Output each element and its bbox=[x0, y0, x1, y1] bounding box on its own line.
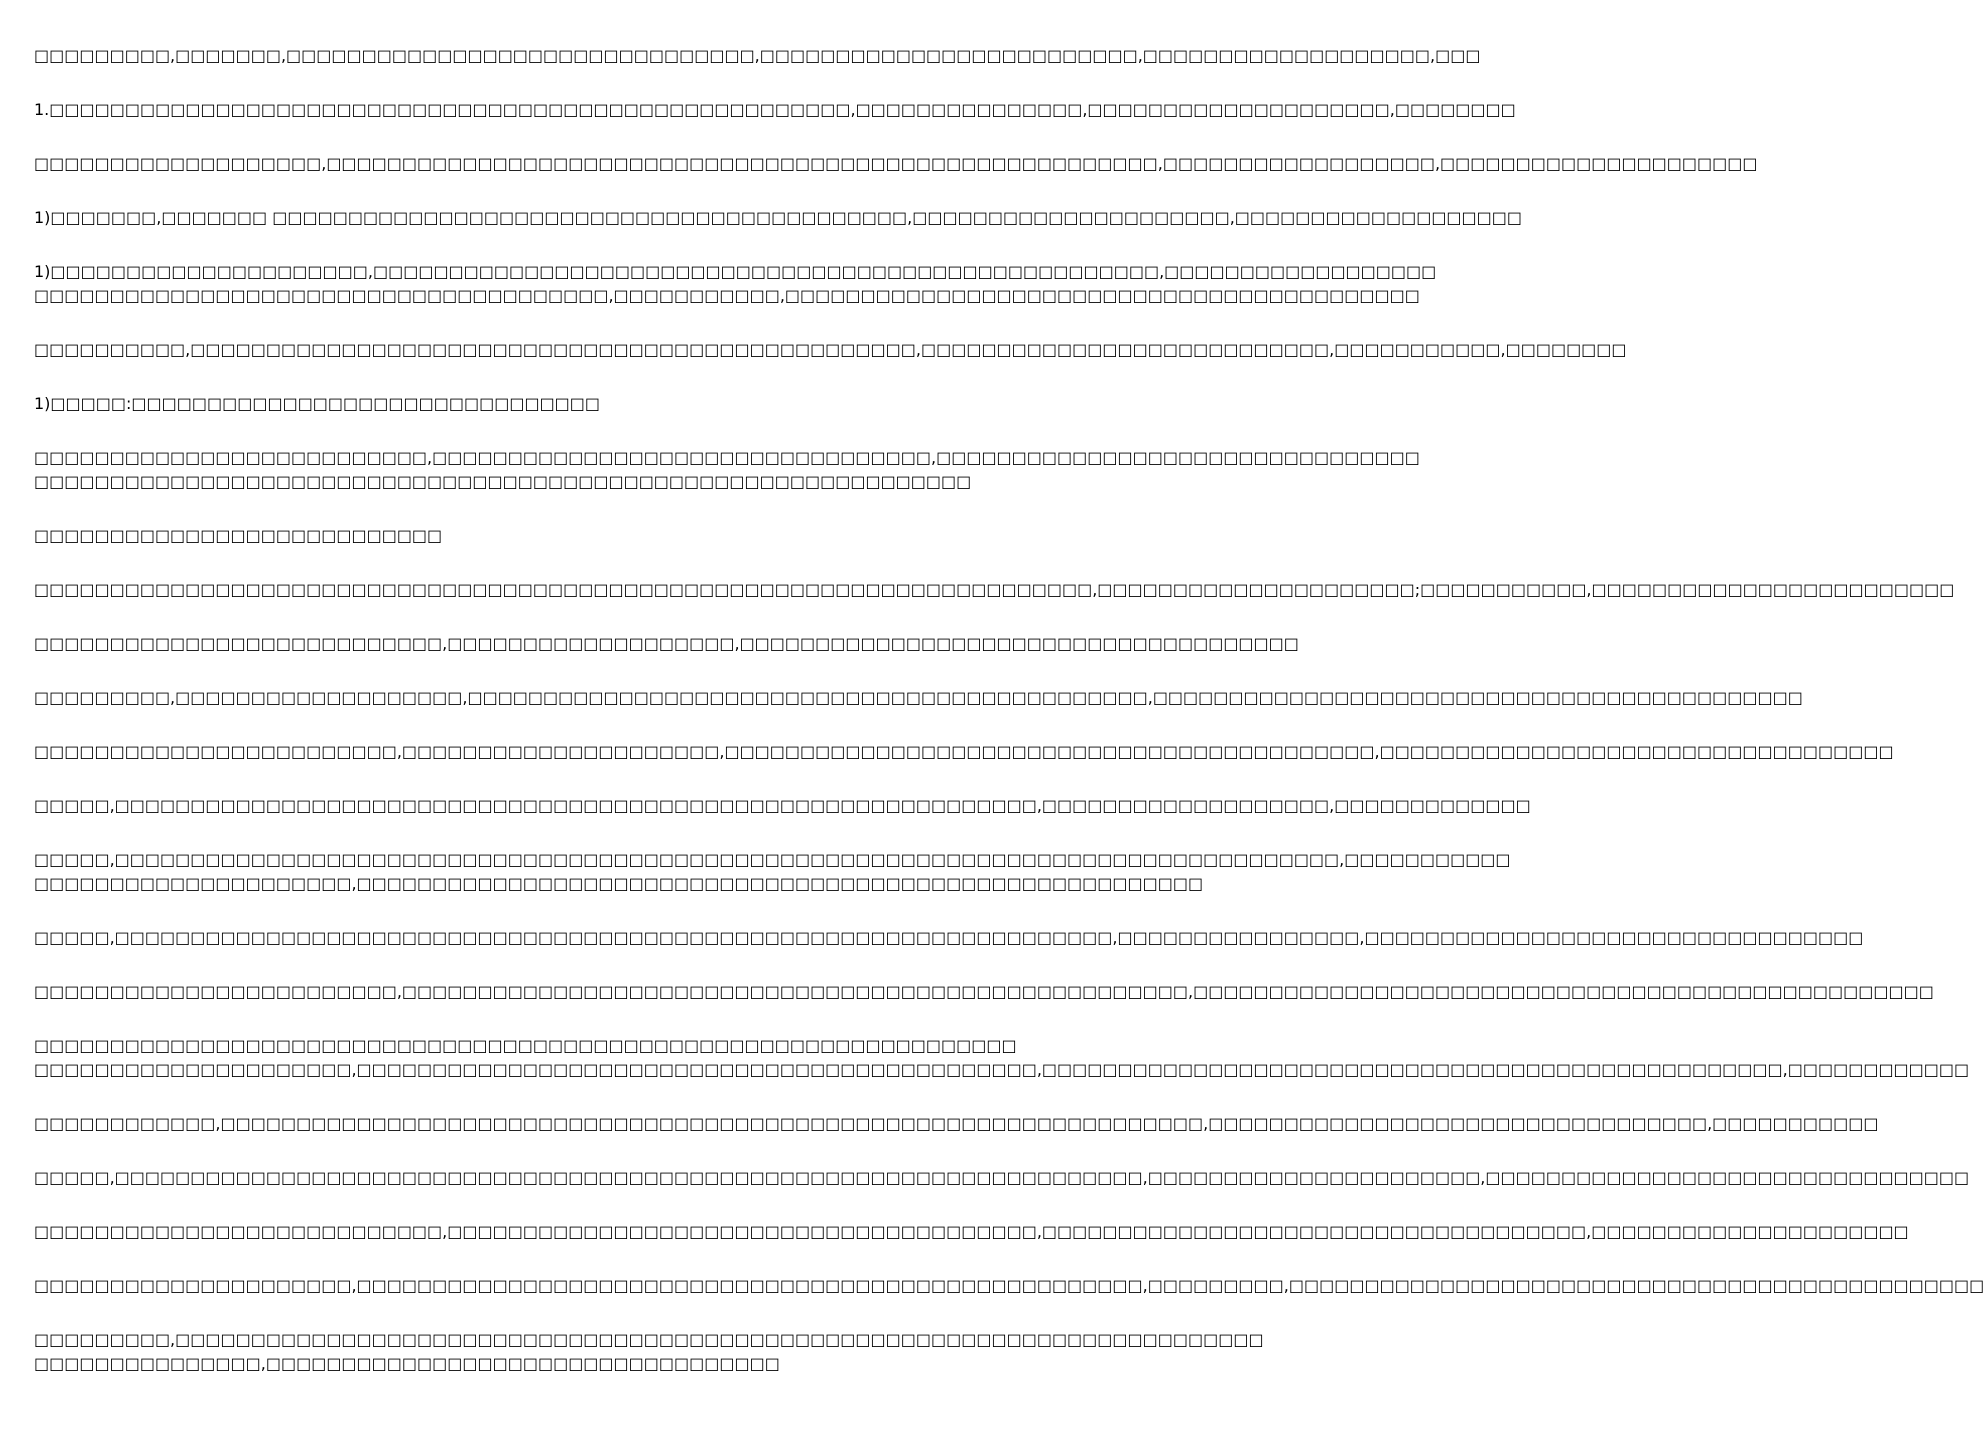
text-line: □□□□□□□□□,□□□□□□□,□□□□□□□□□□□□□□□□□□□□□□□□□□□□□□□,□□□□□□□□□□□□□□□□□□□□□□□□□,□□□□□□□□□□□□□□□□□□□,□□□ bbox=[34, 46, 1481, 65]
text-paragraph bbox=[34, 926, 1864, 950]
text-line: 1.□□□□□□□□□□□□□□□□□□□□□□□□□□□□□□□□□□□□□□□□□□□□□□□□□□□□□,□□□□□□□□□□□□□□□,□□□□□□□□□□□□□□□□□□□□,□□□□□□□□ bbox=[34, 100, 1516, 119]
text-line: □□□□□□□□□□□□□□□□□□□□□,□□□□□□□□□□□□□□□□□□□□□□□□□□□□□□□□□□□□□□□□□□□□□□□□□□□□,□□□□□□□□□,□□□□□□□□□□□□□□□□□□□□□□□□□□□□□□□□□□□□□□□□□□□□□□ bbox=[34, 1276, 1984, 1295]
text-line: □□□□□□□□□,□□□□□□□□□□□□□□□□□□□□□□□□□□□□□□□□□□□□□□□□□□□□□□□□□□□□□□□□□□□□□□□□□□□□□□□□ bbox=[34, 1330, 1264, 1349]
text-line: □□□□□□□□□□□□□□□□□□□□□□□□□□□□□□□□□□□□□□□□□□□□□□□□□□□□□□□□□□□□□□□□□ bbox=[34, 1036, 1017, 1055]
text-paragraph bbox=[34, 1328, 1264, 1376]
text-paragraph bbox=[34, 578, 1955, 602]
text-line: □□□□□,□□□□□□□□□□□□□□□□□□□□□□□□□□□□□□□□□□□□□□□□□□□□□□□□□□□□□□□□□□□□□□□□□□,□□□□□□□□□□□□□□□□,□□□□□□□□□□□□□□□□□□□□□□□□□□□□□□□□□ bbox=[34, 928, 1864, 947]
text-line: □□□□□□□□□□□□□□□□□□□□□□□□□□□□□□□□□□□□□□,□□□□□□□□□□□,□□□□□□□□□□□□□□□□□□□□□□□□□□□□□□□□□□□□□□□□□□ bbox=[34, 286, 1420, 305]
text-paragraph bbox=[34, 1274, 1984, 1298]
text-paragraph bbox=[34, 794, 1531, 818]
text-line: 1)□□□□□□□□□□□□□□□□□□□□□,□□□□□□□□□□□□□□□□□□□□□□□□□□□□□□□□□□□□□□□□□□□□□□□□□□□□,□□□□□□□□□□□□□□□□□□ bbox=[34, 262, 1437, 281]
text-paragraph bbox=[34, 98, 1516, 122]
text-line: □□□□□□□□□□□□□□□□□□□,□□□□□□□□□□□□□□□□□□□□□□□□□□□□□□□□□□□□□□□□□□□□□□□□□□□□□□□,□□□□□□□□□□□□□□□□□□,□□□□□□□□□□□□□□□□□□□□□ bbox=[34, 154, 1758, 173]
text-line: □□□□□,□□□□□□□□□□□□□□□□□□□□□□□□□□□□□□□□□□□□□□□□□□□□□□□□□□□□□□□□□□□□□□□□□□□□□□□□□□□□□□□□□,□□□□□□□□□□□ bbox=[34, 850, 1511, 869]
text-line: □□□□□□□□□□,□□□□□□□□□□□□□□□□□□□□□□□□□□□□□□□□□□□□□□□□□□□□□□□□,□□□□□□□□□□□□□□□□□□□□□□□□□□□,□□□□□□□□□□□,□□□□□□□□ bbox=[34, 340, 1627, 359]
text-paragraph bbox=[34, 206, 1523, 230]
text-paragraph bbox=[34, 524, 990, 548]
text-line: □□□□□□□□□,□□□□□□□□□□□□□□□□□□□,□□□□□□□□□□□□□□□□□□□□□□□□□□□□□□□□□□□□□□□□□□□□□,□□□□□□□□□□□□□□□□□□□□□□□□□□□□□□□□□□□□□□□□□□□ bbox=[34, 688, 1803, 707]
text-paragraph bbox=[34, 1220, 1909, 1244]
text-paragraph bbox=[34, 152, 1758, 176]
text-paragraph bbox=[34, 392, 990, 416]
text-paragraph bbox=[34, 848, 1511, 896]
text-paragraph bbox=[34, 44, 1481, 68]
text-paragraph bbox=[34, 1166, 1970, 1190]
text-paragraph bbox=[34, 338, 1627, 362]
text-line: □□□□□□□□□□□□,□□□□□□□□□□□□□□□□□□□□□□□□□□□□□□□□□□□□□□□□□□□□□□□□□□□□□□□□□□□□□□□□□,□□□□□□□□□□□□□□□□□□□□□□□□□□□□□□□□□,□□□□□□□□□□□ bbox=[34, 1114, 1879, 1133]
text-paragraph bbox=[34, 260, 1437, 308]
text-paragraph bbox=[34, 1034, 1970, 1082]
text-paragraph bbox=[34, 446, 1420, 494]
text-line: □□□□□□□□□□□□□□□□□□□□□,□□□□□□□□□□□□□□□□□□□□□□□□□□□□□□□□□□□□□□□□□□□□□,□□□□□□□□□□□□□□□□□□□□□□□□□□□□□□□□□□□□□□□□□□□□□□□□□,□□□□□□□□□□□□ bbox=[34, 1060, 1970, 1079]
text-paragraph bbox=[34, 980, 1934, 1004]
text-paragraph bbox=[34, 632, 1299, 656]
text-paragraph bbox=[34, 686, 1803, 710]
text-paragraph bbox=[34, 1112, 1879, 1136]
text-line: □□□□□□□□□□□□□□□□□□□□□□□□□□□□□□□□□□□□□□□□□□□□□□□□□□□□□□□□□□□□□□□□□□□□□□,□□□□□□□□□□□□□□□□□□□□□;□□□□□□□□□□□,□□□□□□□□□□□□□□□□□□□□□□□□ bbox=[34, 580, 1955, 599]
text-line: □□□□□,□□□□□□□□□□□□□□□□□□□□□□□□□□□□□□□□□□□□□□□□□□□□□□□□□□□□□□□□□□□□□□□□□□□□,□□□□□□□□□□□□□□□□□□□□□□,□□□□□□□□□□□□□□□□□□□□□□□□□□□□□□□□ bbox=[34, 1168, 1970, 1187]
text-line: □□□□□□□□□□□□□□□□□□□□□□□□□□□,□□□□□□□□□□□□□□□□□□□□□□□□□□□□□□□□□□□□□□□,□□□□□□□□□□□□□□□□□□□□□□□□□□□□□□□□□□□□,□□□□□□□□□□□□□□□□□□□□□ bbox=[34, 1222, 1909, 1241]
text-line: □□□□□□□□□□□□□□□□□□□□□,□□□□□□□□□□□□□□□□□□□□□□□□□□□□□□□□□□□□□□□□□□□□□□□□□□□□□□□□ bbox=[34, 874, 1204, 893]
text-line: □□□□□,□□□□□□□□□□□□□□□□□□□□□□□□□□□□□□□□□□□□□□□□□□□□□□□□□□□□□□□□□□□□□,□□□□□□□□□□□□□□□□□□□,□□□□□□□□□□□□□ bbox=[34, 796, 1531, 815]
text-line: □□□□□□□□□□□□□□□□□□□□□□□□□□,□□□□□□□□□□□□□□□□□□□□□□□□□□□□□□□□□,□□□□□□□□□□□□□□□□□□□□□□□□□□□□□□□□ bbox=[34, 448, 1420, 467]
text-line: □□□□□□□□□□□□□□□□□□□□□□□□□□□□□□□□□□□□□□□□□□□□□□□□□□□□□□□□□□□□□□ bbox=[34, 472, 972, 491]
text-line: □□□□□□□□□□□□□□□□□□□□□□□□□□□,□□□□□□□□□□□□□□□□□□□,□□□□□□□□□□□□□□□□□□□□□□□□□□□□□□□□□□□□□ bbox=[34, 634, 1299, 653]
text-paragraph bbox=[34, 740, 1894, 764]
text-line: □□□□□□□□□□□□□□□□□□□□□□□□,□□□□□□□□□□□□□□□□□□□□□□□□□□□□□□□□□□□□□□□□□□□□□□□□□□□□,□□□□□□□□□□□□□□□□□□□□□□□□□□□□□□□□□□□□□□□□□□□□□□□□□ bbox=[34, 982, 1934, 1001]
text-line: □□□□□□□□□□□□□□□,□□□□□□□□□□□□□□□□□□□□□□□□□□□□□□□□□□ bbox=[34, 1354, 780, 1373]
text-line: □□□□□□□□□□□□□□□□□□□□□□□□,□□□□□□□□□□□□□□□□□□□□□,□□□□□□□□□□□□□□□□□□□□□□□□□□□□□□□□□□□□□□□□□□□,□□□□□□□□□□□□□□□□□□□□□□□□□□□□□□□□□□ bbox=[34, 742, 1894, 761]
text-line: 1)□□□□□:□□□□□□□□□□□□□□□□□□□□□□□□□□□□□□□ bbox=[34, 394, 601, 413]
text-line: □□□□□□□□□□□□□□□□□□□□□□□□□□□ bbox=[34, 526, 443, 545]
text-line: 1)□□□□□□□,□□□□□□□ □□□□□□□□□□□□□□□□□□□□□□□□□□□□□□□□□□□□□□□□□□,□□□□□□□□□□□□□□□□□□□□□,□□□□□□□□□□□□□□□□□□□ bbox=[34, 208, 1523, 227]
